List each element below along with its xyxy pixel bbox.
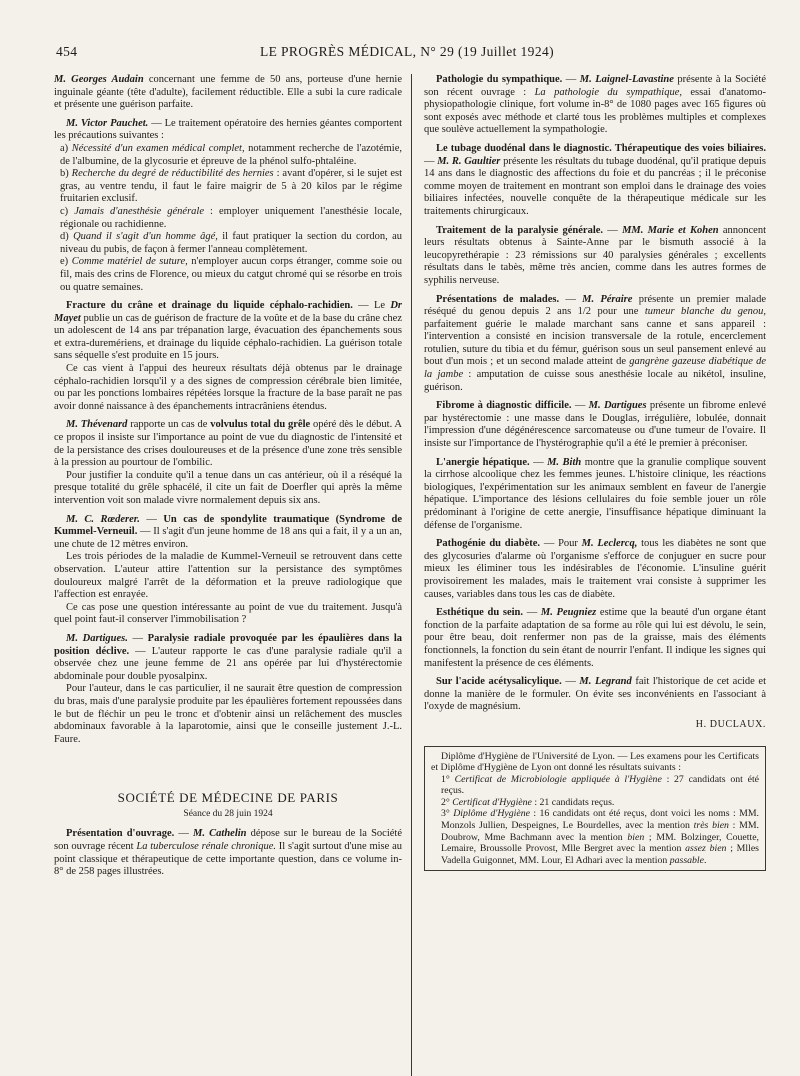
diplome-item-2: 2° Certificat d'Hygiène : 21 candidats reçus. — [441, 796, 615, 808]
signature: H. DUCLAUX. — [695, 718, 766, 730]
diplome-box — [424, 746, 766, 872]
pauchet-item-e: e) Comme matériel de suture, n'employer aucun corps étranger, comme soie ou fil, mais des crins de Florence, ou mieux du catgut chromé qui se résorbe en trois ou quatre semaines. — [60, 256, 402, 293]
dartigues-paragraph: M. Dartigues. — Paralysie radiale provoquée par les épaulières dans la position déclive. — L'auteur rapporte le cas d'une paralysie radiale qu'il a observée chez une jeune femme de 21 ans opérée par lui d'hystérectomie abdominale pour double pyosalpinx. — [54, 632, 402, 682]
roederer-paragraph: M. C. Rœderer. — Un cas de spondylite traumatique (Syndrome de Kummel-Verneuil. — Il s'agit d'un jeune homme de 18 ans qui a fait, il y a un an, une chute de 12 mètres environ. — [54, 513, 403, 550]
running-head — [50, 38, 764, 60]
paralysie-paragraph: Traitement de la paralysie générale. — MM. Marie et Kohen annoncent leurs résultats obtenus à Sainte-Anne par le bismuth associé à la leucopyrethérapie : 23 rémissions sur 40 paralysies générales ; excellents résultats dans le tabès, même très ancien, comme dans les autres formes de syphilis nerveuse. — [424, 224, 766, 286]
audain-paragraph: M. Georges Audain concernant une femme de 50 ans, porteuse d'une hernie inguinale géante (tête d'adulte), facilement réductible. Elle a subi la cure radicale et présente une guérison parfaite. — [54, 74, 402, 111]
sympathique-paragraph: Pathologie du sympathique. — M. Laignel-Lavastine présente à la Société son récent ouvrage : La pathologie du sympathique, essai d'anatomo-physiopathologie clinique, fort volume in-8° de 1080 pages avec 165 figures où sont exposés avec méthode et clarté tous les problèmes multiples et complexes que soulève actuellement la sympathologie. — [424, 74, 766, 136]
anergie-paragraph: L'anergie hépatique. — M. Bith montre que la granulie complique souvent la cirrhose alcoolique chez les femmes jeunes. L'histoire clinique, les réactions biologiques, l'expérimentation sur les animaux semblent en faveur de l'anergie hépatique. L'importance des lésions cellulaires du foie semble jouer un rôle prédominant à l'origine de cette anergie, l'insuffisance hépatique diminuant la défense de l'organisme. — [424, 456, 766, 531]
diplome-item-3: 3° Diplôme d'Hygiène : 16 candidats ont été reçus, dont voici les noms : MM. Monzols Jullien, Despeignes, Le Bourdelles, avec la mention très bien : MM. Doubrow, Mme Bachmann avec la mention bien ; MM. Bolzinger, Couette, Lemaire, Broussolle Provost, Mlle Bergret avec la mention assez bien ; Mlles Vadella Guigonnet, MM. Lour, El Adhari avec la mention passable. — [441, 808, 760, 866]
columns — [50, 74, 766, 1076]
pauchet-item-d: d) Quand il s'agit d'un homme âgé, il faut pratiquer la section du cordon, au niveau du pubis, de façon à fermer l'anneau complètement. — [60, 231, 402, 255]
dartigues-paragraph-2: Pour l'auteur, dans le cas particulier, il ne saurait être question de compression du bras, mais d'une paralysie produite par les épaulières fortement repoussées dans le but de fléchir un peu le tronc et d'obtenir ainsi un relâchement des muscles abdominaux favorable à la laparotomie, ainsi que le conseille justement J.-L. Faure. — [54, 683, 402, 745]
left-column — [54, 74, 402, 879]
diplome-intro: Diplôme d'Hygiène de l'Université de Lyon. — Les examens pour les Certificats et Diplôme d'Hygiène de Lyon ont donné les résultats suivants : — [431, 750, 759, 774]
esthetique-paragraph: Esthétique du sein. — M. Peugniez estime que la beauté d'un organe étant fonction de la parfaite adaptation de sa forme au rôle qui lui est dévolu, le sein, pour être beau, doit renfermer non pas de la graisse, mais des éléments fonctionnels, la fonction du sein étant de nourrir l'enfant. Il indique les signes qui manifestent la présence de ces éléments. — [424, 607, 766, 669]
pauchet-list — [54, 143, 402, 294]
column-rule-lower — [411, 752, 412, 1076]
tubage-paragraph: Le tubage duodénal dans le diagnostic. Thérapeutique des voies biliaires. — M. R. Gaultier présente les résultats du tubage duodénal, qu'il pratique depuis 14 ans dans le diagnostic des affections du foie et du pancréas ; il le préconise comme moyen de traitement en montrant son emploi dans le drainage des voies biliaires infectées, nouvelle conquête de la thérapeutique médicale sur les traitements chirurgicaux. — [424, 142, 767, 217]
column-rule — [411, 74, 412, 754]
pauchet-item-a: a) Nécessité d'un examen médical complet, notamment recherche de l'azotémie, de l'albumine, de la glycosurie et épreuve de la phénol sulfo-phtaléine. — [60, 142, 402, 167]
right-column — [424, 74, 766, 871]
crane-paragraph: Fracture du crâne et drainage du liquide céphalo-rachidien. — Le Dr Mayet publie un cas de guérison de fracture de la voûte et de la base du crâne chez un adolescent de 14 ans par trépanation large, évacuation des épanchements sous et extra-duremériens, et drainage du liquide céphalo-rachidien. La guérison totale sans séquelle s'est produite en 15 jours. — [54, 300, 403, 362]
peraire-paragraph: Présentations de malades. — M. Péraire présente un premier malade réséqué du genou depuis 2 ans 1/2 pour une tumeur blanche du genou, parfaitement guérie le malade marchant sans canne et sans appareil : l'intervention a consisté en incision transversale de la rotule, encerclement rotulien, suture du tibia et du fémur, guérison sous un seul pansement enlevé au bout d'un mois ; et un second malade atteint de gangrène gazeuse diabétique de la jambe : amputation de cuisse sous anesthésie locale au nikétol, insuline, guérison. — [424, 293, 767, 393]
thevenard-paragraph-2: Pour justifier la conduite qu'il a tenue dans un cas antérieur, où il a réséqué la presque totalité du grêle sphacélé, il cite un fait de Doerfler qui après la même intervention voit son malade vivre normalement depuis six ans. — [54, 469, 402, 506]
page-number: 454 — [56, 44, 78, 59]
fibrome-paragraph: Fibrome à diagnostic difficile. — M. Dartigues présente un fibrome enlevé par hystérectomie : une masse dans le Douglas, irrégulière, lobulée, donnait l'impression d'une dégénérescence sarcomateuse ou d'une tumeur de l'ovaire. Il insiste sur l'importance de l'hystérographie qu'il a été le premier à préconiser. — [424, 400, 766, 450]
pauchet-item-c: c) Jamais d'anesthésie générale : employer uniquement l'anesthésie locale, régionale ou rachidienne. — [60, 205, 402, 230]
journal-title: LE PROGRÈS MÉDICAL, N° 29 (19 Juillet 1924) — [259, 44, 555, 59]
thevenard-paragraph: M. Thévenard rapporte un cas de volvulus total du grêle opéré dès le début. A ce propos il insiste sur l'importance au point de vue du diagnostic de l'intensité et de la persistance des crises douloureuses et de la présence d'une zone très sensible à la pression au pourtour de l'ombilic. — [54, 419, 402, 469]
diplome-item-1: 1° Certificat de Microbiologie appliquée à l'Hygiène : 27 candidats ont été reçus. — [441, 773, 760, 797]
roederer-paragraph-3: Ce cas pose une question intéressante au point de vue du traitement. Jusqu'à quel point faut-il conserver l'immobilisation ? — [54, 601, 402, 626]
roederer-paragraph-2: Les trois périodes de la maladie de Kummel-Verneuil se retrouvent dans cette observation. L'auteur attire l'attention sur la persistance des symptômes douloureux malgré l'arrêt de la déformation et la preuve radiologique que l'affection est enrayée. — [54, 551, 402, 601]
acide-paragraph: Sur l'acide acétysalicylique. — M. Legrand fait l'historique de cet acide et donne la manière de le formuler. On évite ses inconvénients en l'associant à l'oxyde de magnésium. — [424, 676, 767, 713]
pauchet-paragraph: M. Victor Pauchet. — Le traitement opératoire des hernies géantes comportent les précautions suivantes : — [54, 117, 402, 142]
crane-paragraph-2: Ce cas vient à l'appui des heureux résultats déjà obtenus par le drainage céphalo-rachidien lorsqu'il y a des signes de compression cérébrale bien limitée, ou par les ponctions lombaires répétées lorsque la fracture de la base paraît ne pas avoir donné naissance à des épanchements intracrâniens étendus. — [54, 363, 402, 412]
society-title: SOCIÉTÉ DE MÉDECINE DE PARIS — [117, 790, 339, 806]
diabete-paragraph: Pathogénie du diabète. — Pour M. Leclercq, tous les diabètes ne sont que des glycosuries d'alarme où l'organisme s'efforce de conjuguer en sucre pour mieux les éliminer tous les indésirables de l'économie. L'insuline guérit provisoirement les malades, mais le traitement vrai consiste à supprimer les causes, variables dans tous les cas de diabète. — [424, 538, 766, 600]
society-date: Séance du 28 juin 1924 — [183, 808, 273, 819]
pauchet-item-b: b) Recherche du degré de réductibilité des hernies : avant d'opérer, si le sujet est gras, au ventre tendu, il faut le faire maigrir de 5 à 20 kilos par le régime fruitarien exclusif. — [60, 168, 402, 205]
cathelin-paragraph: Présentation d'ouvrage. — M. Cathelin dépose sur le bureau de la Société son ouvrage récent La tuberculose rénale chronique. Il s'agit surtout d'une mise au point classique et thérapeutique de cette importante question, dans ce volume in-8° de 258 pages illustrées. — [54, 828, 403, 878]
